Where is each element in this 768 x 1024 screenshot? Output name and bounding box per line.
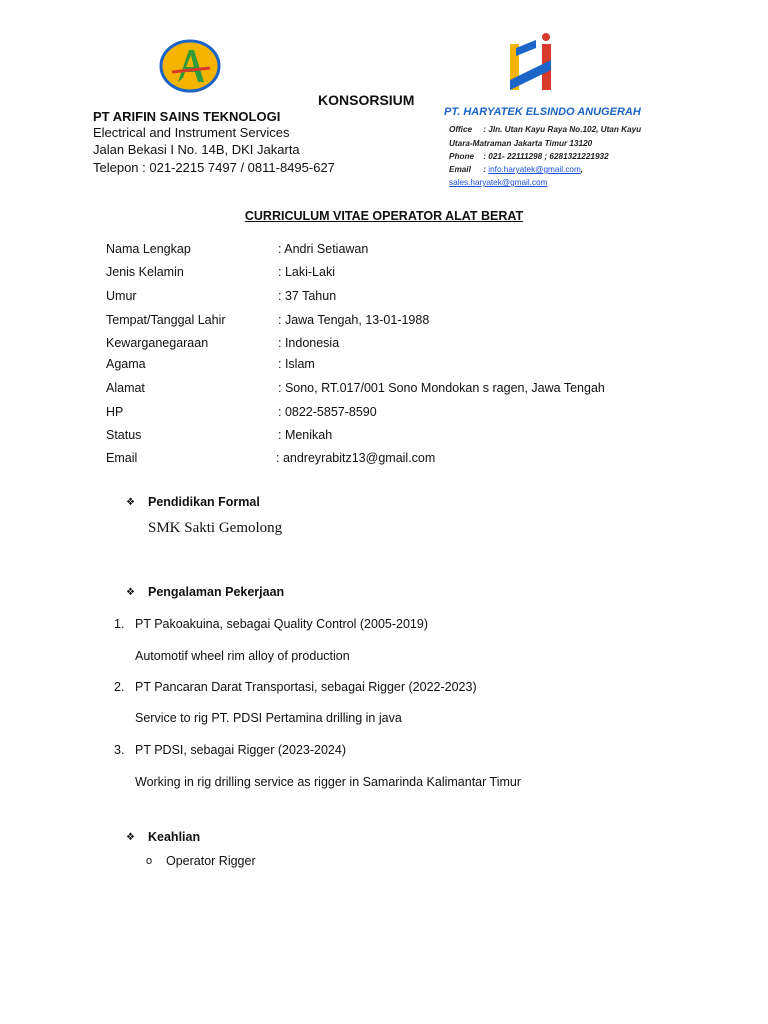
right-phone-row — [449, 152, 609, 161]
arifin-logo — [158, 38, 222, 94]
value-kewarganegaraan: : Indonesia — [278, 336, 340, 350]
value-alamat: : Sono, RT.017/001 Sono Mondokan s ragen, Jawa Tengah — [278, 381, 605, 395]
email-prefix: : — [483, 165, 487, 174]
value-umur: : 37 Tahun — [278, 289, 337, 303]
experience-number: 3. — [114, 743, 125, 757]
experience-title: PT PDSI, sebagai Rigger (2023-2024) — [135, 743, 346, 757]
experience-desc: Automotif wheel rim alloy of production — [135, 649, 350, 663]
office-label: Office — [449, 125, 473, 134]
label-kewarganegaraan: Kewarganegaraan — [106, 336, 209, 350]
left-company-name: PT ARIFIN SAINS TEKNOLOGI — [93, 109, 281, 124]
email-link-sales[interactable]: sales.haryatek@gmail.com — [449, 178, 548, 187]
label-umur: Umur — [106, 289, 137, 303]
haryatek-logo — [508, 32, 556, 98]
email-comma: , — [580, 165, 584, 174]
diamond-bullet-icon: ❖ — [126, 832, 135, 843]
right-office-row — [449, 125, 641, 134]
right-company-name: PT. HARYATEK ELSINDO ANUGERAH — [444, 106, 641, 118]
value-nama: : Andri Setiawan — [278, 242, 369, 256]
education-heading: Pendidikan Formal — [148, 495, 260, 509]
konsorsium-heading: KONSORSIUM — [318, 92, 415, 108]
value-ttl: : Jawa Tengah, 13-01-1988 — [278, 313, 430, 327]
phone-label: Phone — [449, 152, 475, 161]
label-ttl: Tempat/Tanggal Lahir — [106, 313, 226, 327]
experience-number: 2. — [114, 680, 125, 694]
label-email: Email — [106, 451, 138, 465]
right-email-row — [449, 165, 583, 174]
label-jenis-kelamin: Jenis Kelamin — [106, 265, 184, 279]
value-agama: : Islam — [278, 357, 315, 371]
experience-desc: Working in rig drilling service as rigger in Samarinda Kalimantar Timur — [135, 775, 522, 789]
experience-desc: Service to rig PT. PDSI Pertamina drilling in java — [135, 711, 402, 725]
experience-title: PT Pancaran Darat Transportasi, sebagai Rigger (2022-2023) — [135, 680, 477, 694]
experience-number: 1. — [114, 617, 125, 631]
left-company-phone: Telepon : 021-2215 7497 / 0811-8495-627 — [93, 160, 335, 175]
cv-title: CURRICULUM VITAE OPERATOR ALAT BERAT — [244, 209, 524, 223]
left-company-address: Jalan Bekasi I No. 14B, DKI Jakarta — [93, 142, 300, 157]
value-jenis-kelamin: : Laki-Laki — [278, 265, 335, 279]
skills-heading: Keahlian — [148, 830, 201, 844]
label-status: Status — [106, 428, 142, 442]
education-school: SMK Sakti Gemolong — [148, 520, 283, 536]
right-email-row-2 — [449, 178, 547, 187]
diamond-bullet-icon: ❖ — [126, 587, 135, 598]
left-company-service: Electrical and Instrument Services — [93, 125, 290, 140]
label-alamat: Alamat — [106, 381, 145, 395]
experience-heading: Pengalaman Pekerjaan — [148, 585, 285, 599]
right-office-row-2 — [449, 139, 592, 148]
label-agama: Agama — [106, 357, 146, 371]
experience-title: PT Pakoakuina, sebagai Quality Control (2005-2019) — [135, 617, 428, 631]
email-label: Email — [449, 165, 471, 174]
skill-item: Operator Rigger — [166, 854, 256, 868]
label-nama: Nama Lengkap — [106, 242, 191, 256]
circle-bullet-icon: o — [146, 855, 153, 867]
value-status: : Menikah — [278, 428, 333, 442]
email-link-info[interactable]: info.haryatek@gmail.com — [488, 165, 581, 174]
phone-value: : 021- 22111298 ; 6281321221932 — [483, 152, 609, 161]
value-email: : andreyrabitz13@gmail.com — [276, 451, 436, 465]
office-value: : Jln. Utan Kayu Raya No.102, Utan Kayu — [483, 125, 642, 134]
label-hp: HP — [106, 405, 124, 419]
value-hp: : 0822-5857-8590 — [278, 405, 377, 419]
office-value-2: Utara-Matraman Jakarta Timur 13120 — [449, 139, 593, 148]
diamond-bullet-icon: ❖ — [126, 497, 135, 508]
